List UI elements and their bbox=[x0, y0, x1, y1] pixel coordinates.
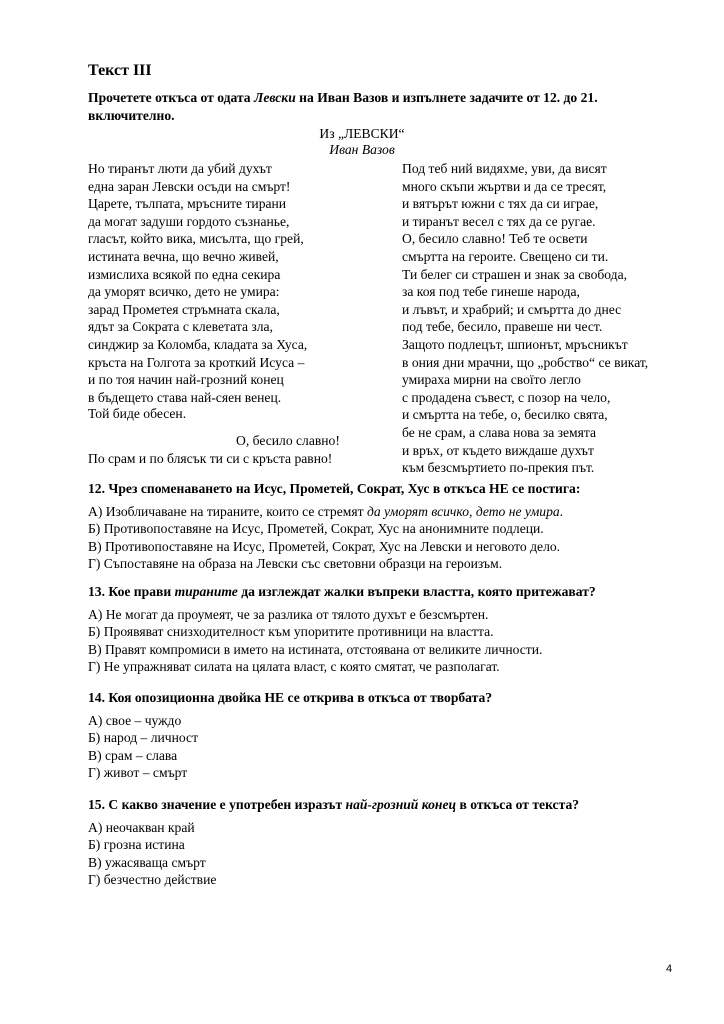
answer-option[interactable] bbox=[88, 555, 688, 573]
question-title-text: 12. Чрез споменаването на Исус, Прометей, Сократ, Хус в откъса bbox=[88, 481, 490, 496]
question-15 bbox=[88, 796, 688, 889]
answer-options bbox=[88, 503, 688, 573]
answer-option[interactable] bbox=[88, 503, 688, 521]
poem-line: и връх, от където виждаше духът bbox=[402, 442, 594, 458]
answer-option-text: Б) народ – личност bbox=[88, 730, 199, 746]
question-title-text: 14. Коя опозиционна двойка bbox=[88, 690, 265, 705]
poem-right-column bbox=[402, 160, 702, 477]
answer-option[interactable] bbox=[88, 729, 688, 747]
answer-option[interactable] bbox=[88, 747, 688, 765]
poem-line: към безсмъртието по-прекия път. bbox=[402, 460, 595, 476]
poem-line: Но тиранът люти да убий духът bbox=[88, 161, 272, 176]
question-title bbox=[88, 689, 688, 707]
poem-line: Царете, тълпата, мръсните тирани bbox=[88, 196, 287, 212]
poem-line: и лъвът, и храбрий; и смъртта до днес bbox=[402, 301, 622, 317]
poem-line: синджир за Коломба, кладата за Хуса, bbox=[88, 336, 308, 352]
poem-line: много скъпи жъртви и да се тресят, bbox=[402, 178, 607, 194]
poem-line: за коя под тебе гинеше народа, bbox=[402, 284, 580, 300]
question-title-text: се постига: bbox=[508, 481, 581, 496]
poem-line: в ония дни мрачни, що „робство“ се викат, bbox=[402, 354, 649, 370]
poem-line: и вятърът южни с тях да си играе, bbox=[402, 196, 599, 212]
poem-extra-line: Той биде обесен. bbox=[88, 406, 187, 421]
answer-option[interactable] bbox=[88, 836, 688, 854]
question-title-text: 13. Кое прави bbox=[88, 584, 175, 599]
answer-options bbox=[88, 606, 688, 676]
poem-line: и по тоя начин най-грозний конец bbox=[88, 372, 284, 388]
answer-option-text: А) Изобличаване на тираните, които се стремят bbox=[88, 503, 367, 519]
question-title-italic: тираните bbox=[174, 584, 238, 599]
section-title: Текст III bbox=[88, 62, 152, 79]
instruction-after: на Иван Вазов и изпълнете задачите от 12. до 21. включително. bbox=[88, 90, 598, 123]
poem-line: под тебе, бесило, правеше ни чест. bbox=[402, 319, 603, 335]
poem-line: Ти белег си страшен и знак за свобода, bbox=[402, 266, 628, 282]
answer-option-text: Б) Проявяват снизходителност към упоритите противници на властта. bbox=[88, 624, 494, 640]
poem-line: Защото подлецът, шпионът, мръсникът bbox=[402, 336, 628, 352]
answer-option-text: Г) Съпоставяне на образа на Левски със световни образци на героизъм. bbox=[88, 556, 503, 572]
instruction-work-title: Левски bbox=[254, 90, 296, 105]
question-title-text: НЕ bbox=[264, 690, 285, 705]
answer-option-text: А) Не могат да проумеят, че за разлика от тялото духът е безсмъртен. bbox=[88, 606, 489, 622]
poem-line: да уморят всичко, дето не умира: bbox=[88, 284, 280, 300]
poem-line: измислиха всякой по една секира bbox=[88, 266, 281, 282]
answer-option-text: В) Противопоставяне на Исус, Прометей, Сократ, Хус на Левски и неговото дело. bbox=[88, 538, 561, 554]
question-title bbox=[88, 480, 688, 498]
question-13 bbox=[88, 583, 688, 676]
page-number: 4 bbox=[666, 963, 673, 975]
answer-option[interactable] bbox=[88, 871, 688, 889]
answer-option-text: Г) Не упражняват силата на цялата власт, с която смятат, че разполагат. bbox=[88, 659, 500, 675]
poem-exclamation-line: О, бесило славно! bbox=[236, 433, 340, 448]
poem-line: истината вечна, що вечно живей, bbox=[88, 248, 279, 264]
answer-option-text: А) неочакван край bbox=[88, 819, 195, 835]
answer-option-text: . bbox=[559, 503, 564, 519]
poem-line: кръста на Голгота за кроткий Исуса – bbox=[88, 354, 305, 370]
poem-line: и тиранът весел с тях да се ругае. bbox=[402, 213, 596, 229]
poem-line: бе не срам, а слава нова за земята bbox=[402, 424, 597, 440]
answer-option[interactable] bbox=[88, 854, 688, 872]
poem-left-column bbox=[88, 160, 388, 406]
poem-final-line: По срам и по блясък ти си с кръста равно! bbox=[88, 451, 333, 466]
answer-option-text: В) срам – слава bbox=[88, 747, 178, 763]
question-title-text: НЕ bbox=[489, 481, 509, 496]
question-title bbox=[88, 583, 688, 601]
answer-option-text: А) свое – чуждо bbox=[88, 712, 182, 728]
poem-line: смъртта на героите. Свещено си ти. bbox=[402, 248, 609, 264]
answer-option-text: В) Правят компромиси в името на истината, отстоявана от великите личности. bbox=[88, 641, 543, 657]
answer-option-text: Г) безчестно действие bbox=[88, 872, 217, 888]
answer-option[interactable] bbox=[88, 623, 688, 641]
poem-line: да могат задуши гордото съзнанье, bbox=[88, 213, 290, 229]
answer-option-text: Б) Противопоставяне на Исус, Прометей, Сократ, Хус на анонимните подлеци. bbox=[88, 521, 544, 537]
answer-option[interactable] bbox=[88, 641, 688, 659]
question-title bbox=[88, 796, 688, 814]
answer-option[interactable] bbox=[88, 712, 688, 730]
question-12 bbox=[88, 480, 688, 573]
question-14 bbox=[88, 689, 688, 782]
poem-line: зарад Прометея стръмната скала, bbox=[88, 301, 280, 317]
answer-option[interactable] bbox=[88, 606, 688, 624]
poem-line: ядът за Сократа с клеветата зла, bbox=[88, 319, 273, 335]
poem-line: Под теб ний видяхме, уви, да висят bbox=[402, 161, 607, 176]
poem-line: и смъртта на тебе, о, бесилко свята, bbox=[402, 407, 608, 423]
answer-option-text: В) ужасяваща смърт bbox=[88, 854, 206, 870]
answer-options bbox=[88, 712, 688, 782]
question-title-text: в откъса от текста? bbox=[456, 797, 580, 812]
poem-line: О, бесило славно! Теб те освети bbox=[402, 231, 588, 247]
question-title-text: се открива в откъса от творбата? bbox=[284, 690, 493, 705]
instruction-before: Прочетете откъса от одата bbox=[88, 90, 255, 105]
answer-option[interactable] bbox=[88, 819, 688, 837]
answer-options bbox=[88, 819, 688, 889]
excerpt-title: Из „ЛЕВСКИ“ bbox=[319, 126, 405, 141]
excerpt-author: Иван Вазов bbox=[329, 142, 395, 157]
instruction-text bbox=[88, 89, 648, 124]
answer-option-text: Б) грозна истина bbox=[88, 837, 185, 853]
answer-option[interactable] bbox=[88, 538, 688, 556]
question-title-text: 15. С какво значение е употребен изразът bbox=[88, 797, 346, 812]
poem-line: една заран Левски осъди на смърт! bbox=[88, 178, 291, 194]
answer-option[interactable] bbox=[88, 520, 688, 538]
answer-option[interactable] bbox=[88, 764, 688, 782]
answer-option[interactable] bbox=[88, 658, 688, 676]
answer-option-italic: да уморят всичко, дето не умира bbox=[366, 503, 560, 519]
answer-option-text: Г) живот – смърт bbox=[88, 765, 188, 781]
poem-line: умираха мирни на своїто легло bbox=[402, 372, 581, 388]
poem-line: с продадена съвест, с позор на чело, bbox=[402, 389, 611, 405]
question-title-italic: най-грозний конец bbox=[345, 797, 457, 812]
poem-line: гласът, който вика, мисълта, що грей, bbox=[88, 231, 304, 247]
question-title-text: да изглеждат жалки въпреки властта, която притежават? bbox=[237, 584, 596, 599]
poem-line: в бъдещето става най-сяен венец. bbox=[88, 389, 282, 405]
